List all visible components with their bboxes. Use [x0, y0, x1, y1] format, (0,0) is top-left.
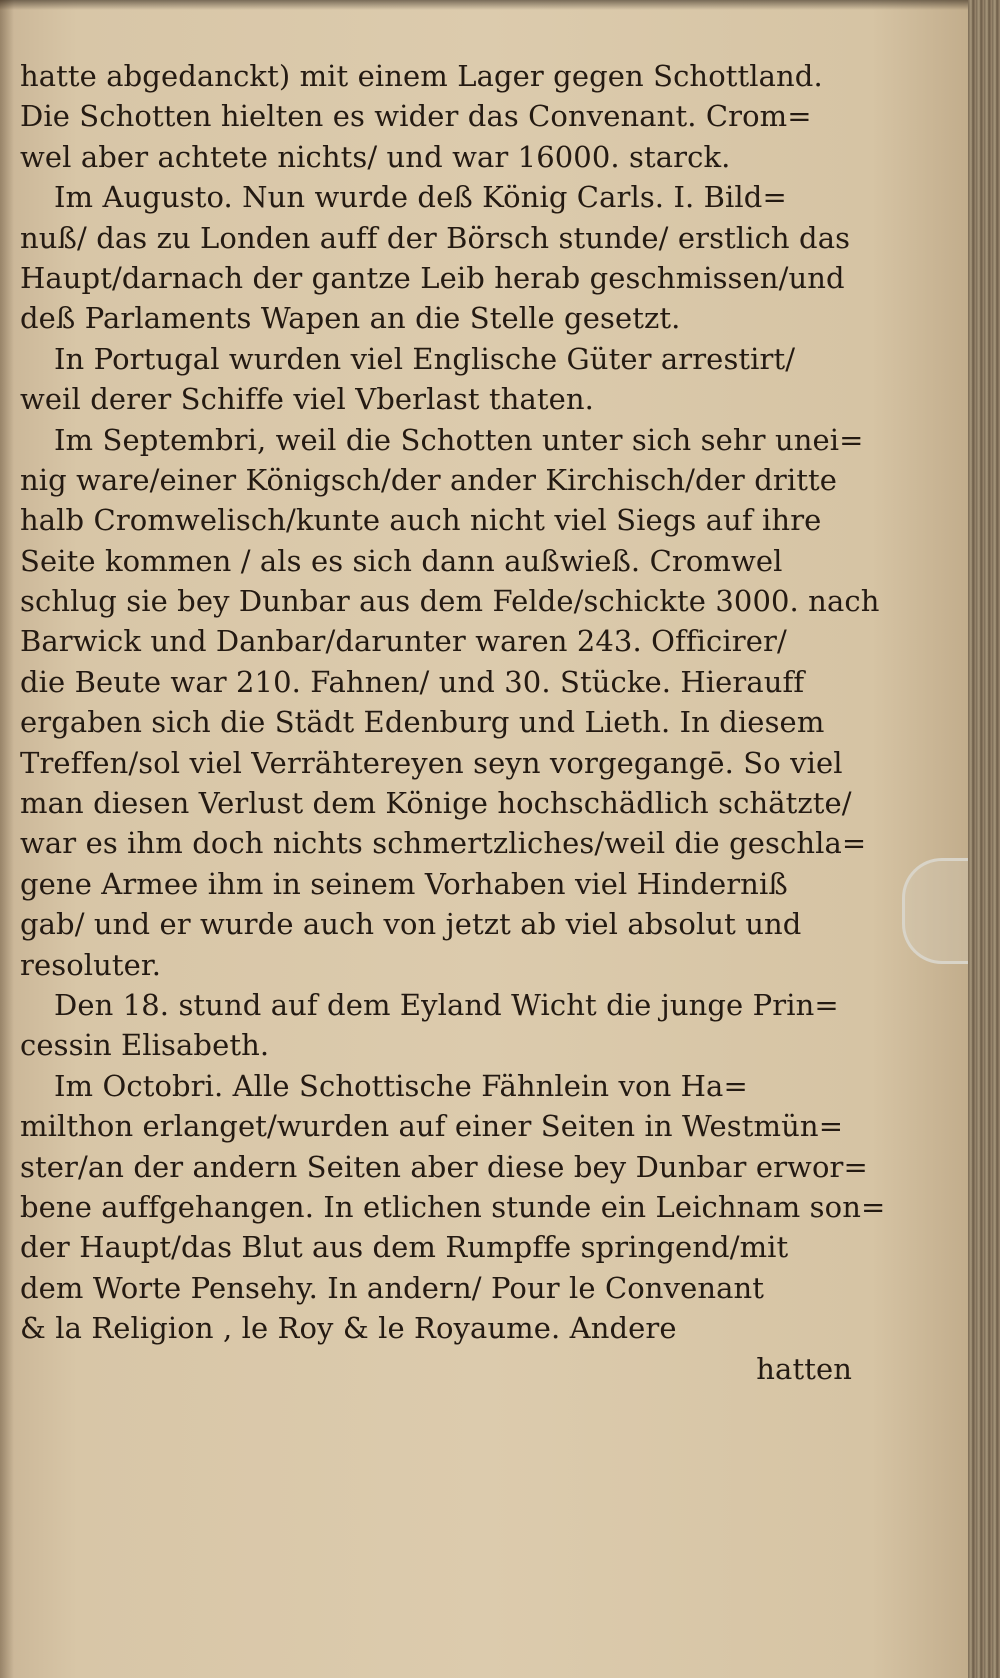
text-line: hatte abgedanckt) mit einem Lager gegen Schottland. [20, 59, 823, 93]
book-fore-edge [968, 0, 1000, 1678]
text-line: Seite kommen / als es sich dann außwieß. Cromwel [20, 543, 783, 578]
text-line: Barwick und Danbar/darunter waren 243. Officirer/ [20, 624, 787, 659]
text-line: ster/an der andern Seiten aber diese bey Dunbar erwor= [20, 1149, 868, 1184]
spine-shadow [0, 0, 14, 1678]
page-top-edge [0, 0, 968, 10]
text-line: dem Worte Pensehy. In andern/ Pour le Convenant [20, 1270, 765, 1305]
text-line: Den 18. stund auf dem Eyland Wicht die junge Prin= [54, 987, 839, 1022]
catchword: hatten [756, 1351, 852, 1386]
text-line: man diesen Verlust dem Könige hochschädlich schätzte/ [20, 786, 852, 821]
text-line: Die Schotten hielten es wider das Convenant. Crom= [20, 99, 812, 134]
text-line: der Haupt/das Blut aus dem Rumpffe springend/mit [20, 1230, 789, 1265]
text-line: die Beute war 210. Fahnen/ und 30. Stücke. Hierauff [20, 664, 805, 699]
text-line: Treffen/sol viel Verrähtereyen seyn vorgegangē. So viel [20, 745, 843, 780]
text-line: & la Religion , le Roy & le Royaume. Andere [20, 1311, 677, 1346]
text-line: halb Cromwelisch/kunte auch nicht viel Siegs auf ihre [20, 503, 822, 538]
text-line: cessin Elisabeth. [20, 1028, 270, 1063]
text-line: nuß/ das zu Londen auff der Börsch stunde/ erstlich das [20, 220, 851, 255]
text-line: war es ihm doch nichts schmertzliches/weil die geschla= [20, 826, 867, 861]
page-text [20, 56, 900, 1389]
text-line: Im Octobri. Alle Schottische Fähnlein von Ha= [54, 1068, 748, 1103]
page-tab-mark [902, 858, 968, 964]
text-line: bene auffgehangen. In etlichen stunde ein Leichnam son= [20, 1189, 886, 1224]
text-line: schlug sie bey Dunbar aus dem Felde/schickte 3000. nach [20, 584, 880, 619]
text-line: ergaben sich die Städt Edenburg und Lieth. In diesem [20, 705, 825, 740]
text-line: deß Parlaments Wapen an die Stelle gesetzt. [20, 301, 681, 336]
text-line: Im Septembri, weil die Schotten unter sich sehr unei= [54, 422, 864, 457]
text-line: wel aber achtete nichts/ und war 16000. starck. [20, 139, 731, 174]
text-line: weil derer Schiffe viel Vberlast thaten. [20, 382, 594, 417]
text-line: In Portugal wurden viel Englische Güter arrestirt/ [54, 341, 796, 376]
text-line: Haupt/darnach der gantze Leib herab geschmissen/und [20, 260, 845, 295]
text-line: gene Armee ihm in seinem Vorhaben viel Hinderniß [20, 866, 788, 901]
text-line: resoluter. [20, 947, 162, 982]
text-line: milthon erlanget/wurden auf einer Seiten in Westmün= [20, 1109, 844, 1144]
text-line: Im Augusto. Nun wurde deß König Carls. I. Bild= [54, 180, 787, 215]
text-line: nig ware/einer Königsch/der ander Kirchisch/der dritte [20, 462, 837, 497]
text-line: gab/ und er wurde auch von jetzt ab viel absolut und [20, 907, 802, 942]
